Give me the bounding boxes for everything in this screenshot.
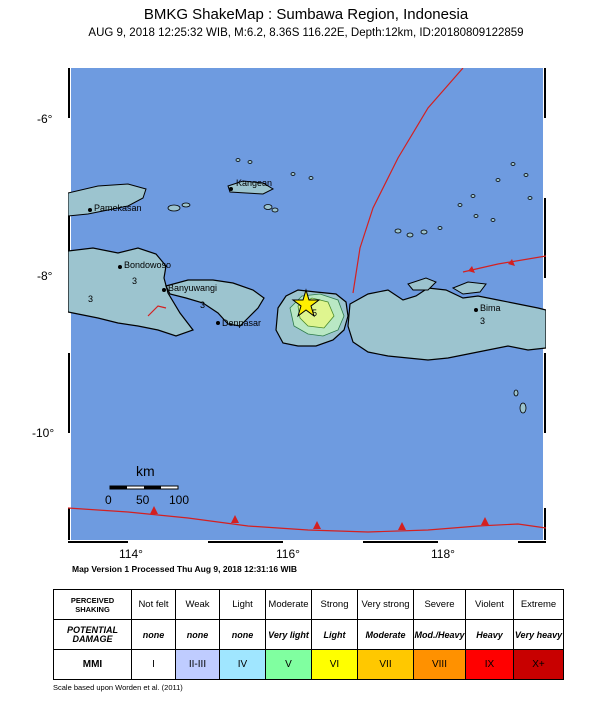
scale-bar-unit: km — [136, 463, 155, 479]
mmi-cell: IV — [220, 650, 266, 680]
shaking-cell: Violent — [466, 590, 514, 620]
intensity-contour-label: 3 — [88, 294, 94, 304]
lon-tick-label: 118° — [431, 547, 455, 561]
scale-bar-label: 100 — [169, 493, 190, 507]
mmi-cell: VI — [312, 650, 358, 680]
place-label-denpasar: Denpasar — [222, 318, 262, 328]
damage-cell: none — [176, 620, 220, 650]
legend-header-damage: POTENTIAL DAMAGE — [54, 620, 132, 650]
damage-cell: Mod./Heavy — [414, 620, 466, 650]
shaking-cell: Moderate — [266, 590, 312, 620]
map-title: BMKG ShakeMap : Sumbawa Region, Indonesia — [143, 6, 469, 23]
intensity-legend — [53, 589, 564, 680]
intensity-contour-label: 3 — [480, 316, 486, 326]
damage-cell: none — [132, 620, 176, 650]
mmi-cell: X+ — [514, 650, 564, 680]
mmi-cell: VIII — [414, 650, 466, 680]
legend-header-mmi: MMI — [54, 650, 132, 680]
damage-cell: Moderate — [358, 620, 414, 650]
shaking-cell: Light — [220, 590, 266, 620]
shaking-cell: Strong — [312, 590, 358, 620]
place-label-banyuwangi: Banyuwangi — [168, 283, 218, 293]
scale-bar-label: 0 — [105, 493, 112, 507]
map-version: Map Version 1 Processed Thu Aug 9, 2018 12:31:16 WIB — [72, 564, 298, 574]
mmi-cell: V — [266, 650, 312, 680]
shaking-cell: Weak — [176, 590, 220, 620]
scale-credit: Scale based upon Worden et al. (2011) — [53, 683, 183, 692]
mmi-cell: VII — [358, 650, 414, 680]
lon-tick-label: 114° — [119, 547, 143, 561]
shakemap[interactable] — [68, 68, 546, 543]
legend-row-shaking — [54, 590, 564, 620]
legend-row-mmi — [54, 650, 564, 680]
damage-cell: Heavy — [466, 620, 514, 650]
shaking-cell: Severe — [414, 590, 466, 620]
intensity-contour-label: 3 — [132, 276, 138, 286]
intensity-contour-label: 3 — [200, 300, 206, 310]
mmi-cell: II-III — [176, 650, 220, 680]
place-label-kangean: Kangean — [236, 178, 273, 188]
shaking-cell: Not felt — [132, 590, 176, 620]
event-details: AUG 9, 2018 12:25:32 WIB, M:6.2, 8.36S 116.22E, Depth:12km, ID:20180809122859 — [88, 27, 524, 39]
lat-tick-label: -8° — [37, 269, 53, 283]
mmi-cell: IX — [466, 650, 514, 680]
scale-bar — [110, 486, 178, 489]
damage-cell: Light — [312, 620, 358, 650]
legend-header-shaking: PERCEIVED SHAKING — [54, 590, 132, 620]
intensity-contour-label: 5 — [312, 308, 318, 318]
damage-cell: Very heavy — [514, 620, 564, 650]
scale-bar-label: 50 — [136, 493, 150, 507]
damage-cell: Very light — [266, 620, 312, 650]
place-label-bondowoso: Bondowoso — [124, 260, 172, 270]
damage-cell: none — [220, 620, 266, 650]
shaking-cell: Very strong — [358, 590, 414, 620]
place-label-pamekasan: Pamekasan — [94, 203, 142, 213]
shaking-cell: Extreme — [514, 590, 564, 620]
lat-tick-label: -10° — [32, 426, 55, 440]
legend-row-damage — [54, 620, 564, 650]
mmi-cell: I — [132, 650, 176, 680]
lat-tick-label: -6° — [37, 112, 53, 126]
lon-tick-label: 116° — [276, 547, 300, 561]
place-label-bima: Bima — [480, 303, 501, 313]
